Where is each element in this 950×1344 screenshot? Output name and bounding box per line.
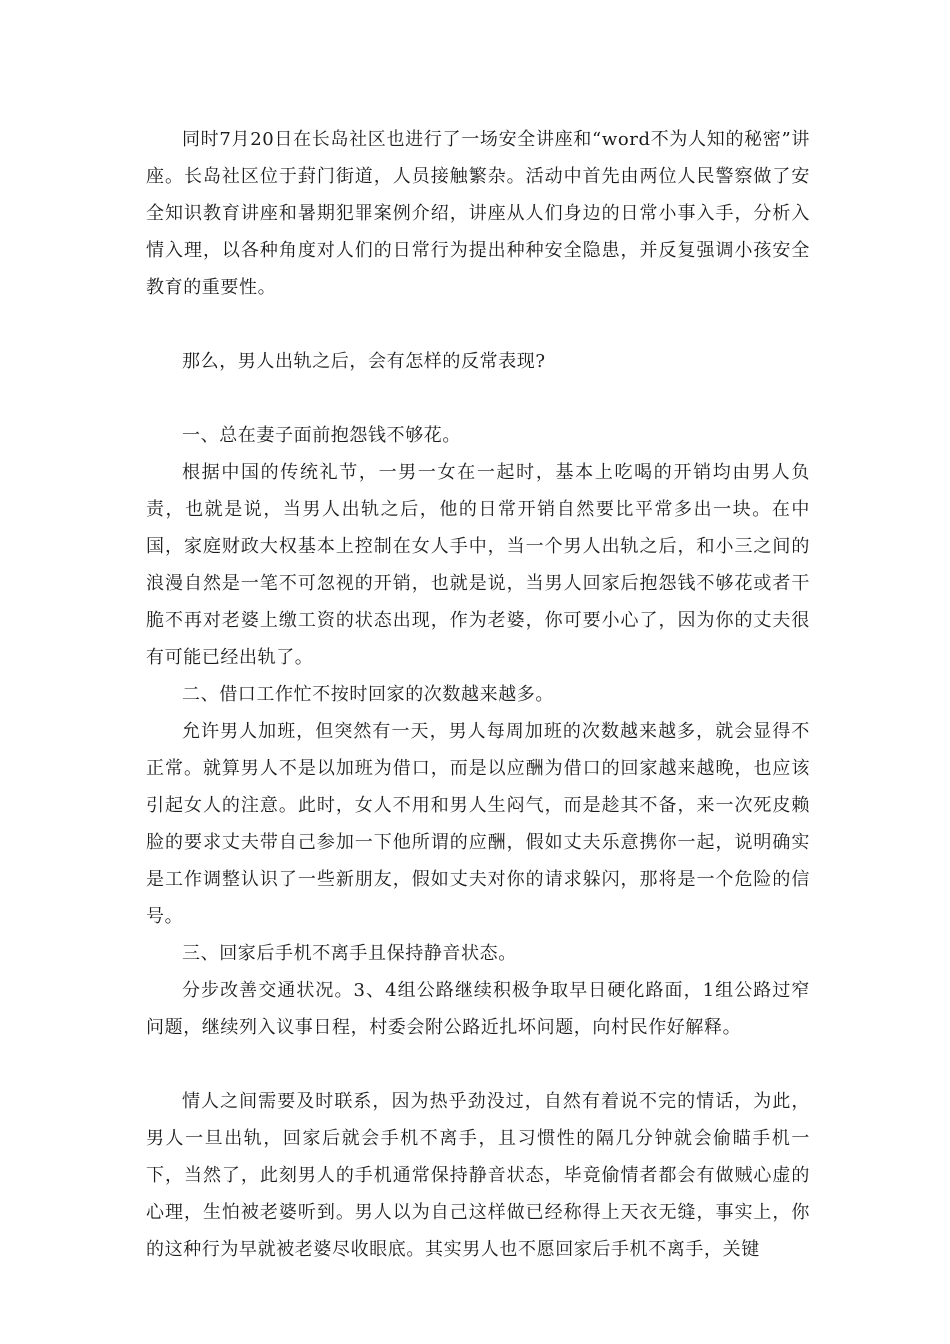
paragraph-phone: 情人之间需要及时联系，因为热乎劲没过，自然有着说不完的情话，为此，男人一旦出轨，回家后就会手机不离手，且习惯性的隔几分钟就会偷瞄手机一下，当然了，此刻男人的手机通常保持静音状态，毕竟偷情者都会有做贼心虚的心理，生怕被老婆听到。男人以为自己这样做已经称得上天衣无缝，事实上，你的这种行为早就被老婆尽收眼底。其实男人也不愿回家后手机不离手，关键 <box>146 1091 810 1260</box>
paragraph-safety-lecture: 同时7月20日在长岛社区也进行了一场安全讲座和“word不为人知的秘密”讲座。长岛社区位于葑门街道，人员接触繁杂。活动中首先由两位人民警察做了安全知识教育讲座和暑期犯罪案例介绍，讲座从人们身边的日常小事入手，分析入情入理，以各种角度对人们的日常行为提出种种安全隐患，并反复强调小孩安全教育的重要性。 <box>146 129 810 298</box>
paragraph-question: 那么，男人出轨之后，会有怎样的反常表现? <box>182 351 546 372</box>
section-heading-1: 一、总在妻子面前抱怨钱不够花。 <box>182 425 461 446</box>
paragraph-traffic: 分步改善交通状况。3、4组公路继续积极争取早日硬化路面，1组公路过窄问题，继续列入议事日程，村委会附公路近扎坏问题，向村民作好解释。 <box>146 980 810 1038</box>
document-body <box>146 121 810 1268</box>
section-heading-3: 三、回家后手机不离手且保持静音状态。 <box>182 943 517 964</box>
paragraph-overtime: 允许男人加班，但突然有一天，男人每周加班的次数越来越多，就会显得不正常。就算男人不是以加班为借口，而是以应酬为借口的回家越来越晚，也应该引起女人的注意。此时，女人不用和男人生闷气，而是趁其不备，来一次死皮赖脸的要求丈夫带自己参加一下他所谓的应酬，假如丈夫乐意携你一起，说明确实是工作调整认识了一些新朋友，假如丈夫对你的请求躲闪，那将是一个危险的信号。 <box>146 721 810 927</box>
paragraph-money: 根据中国的传统礼节，一男一女在一起时，基本上吃喝的开销均由男人负责，也就是说，当男人出轨之后，他的日常开销自然要比平常多出一块。在中国，家庭财政大权基本上控制在女人手中，当一个男人出轨之后，和小三之间的浪漫自然是一笔不可忽视的开销，也就是说，当男人回家后抱怨钱不够花或者干脆不再对老婆上缴工资的状态出现，作为老婆，你可要小心了，因为你的丈夫很有可能已经出轨了。 <box>146 462 810 668</box>
section-heading-2: 二、借口工作忙不按时回家的次数越来越多。 <box>182 684 554 705</box>
